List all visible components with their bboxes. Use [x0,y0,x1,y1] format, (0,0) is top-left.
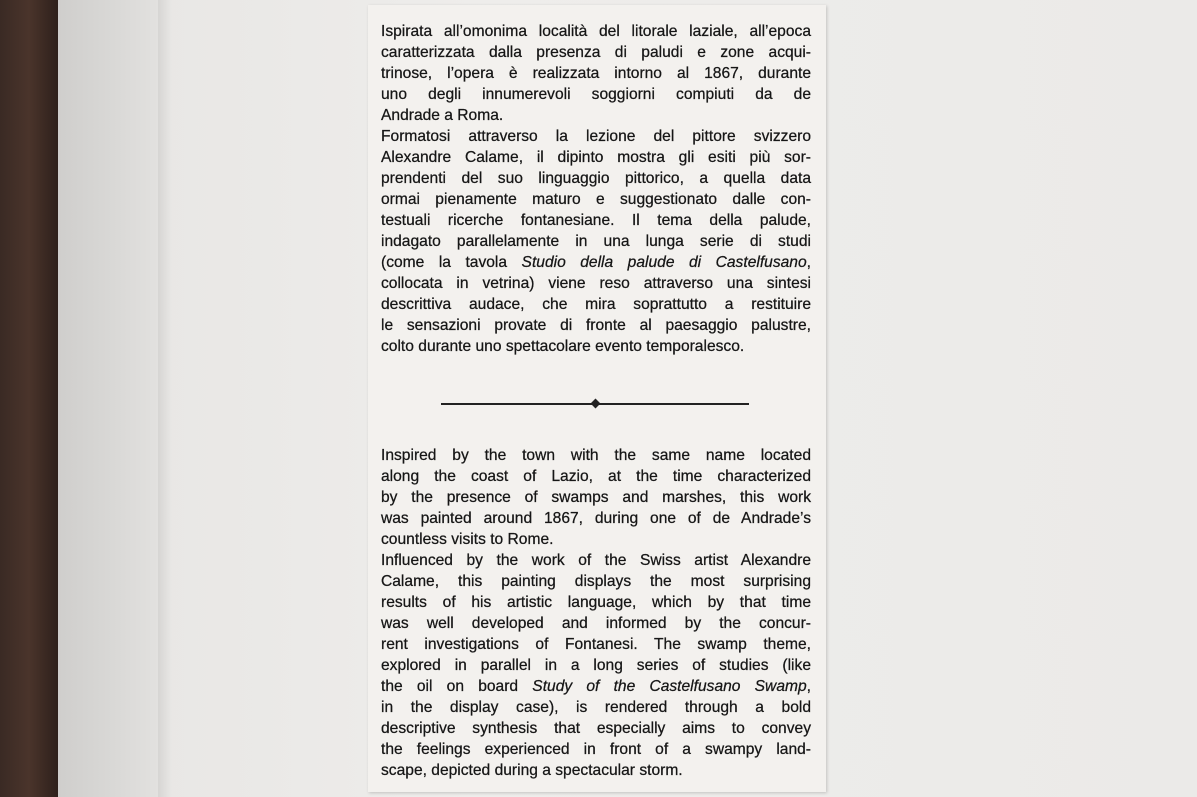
text-segment: descrittiva audace, che mira soprattutto a restituire [381,296,811,313]
text-segment: collocata in vetrina) viene reso attraverso una sintesi [381,275,811,292]
painting-frame-edge [0,0,58,797]
italian-text-line [381,315,811,336]
text-segment: uno degli innumerevoli soggiorni compiuti da de [381,86,811,103]
italian-text-line [381,294,811,315]
english-text-line [381,697,811,718]
italian-description [381,21,811,357]
english-text-line [381,739,811,760]
text-segment: in the display case), is rendered through a bold [381,699,811,716]
text-segment: trinose, l’opera è realizzata intorno al 1867, durante [381,65,811,82]
english-text-line [381,445,811,466]
text-segment: the oil on board [381,678,533,695]
text-segment: the feelings experienced in front of a swampy land- [381,741,811,758]
text-segment: ormai pienamente maturo e suggestionato dalle con- [381,191,811,208]
text-segment: results of his artistic language, which by that time [381,594,811,611]
text-segment: countless visits to Rome. [381,531,554,548]
text-segment: , [806,254,811,271]
text-segment: (come la tavola [381,254,522,271]
italian-text-line [381,126,811,147]
english-text-line [381,466,811,487]
italian-text-line [381,273,811,294]
text-segment: Calame, this painting displays the most surprising [381,573,811,590]
italian-text-line [381,42,811,63]
english-text-line [381,676,811,697]
text-segment: Inspired by the town with the same name located [381,447,811,464]
text-segment: descriptive synthesis that especially aims to convey [381,720,811,737]
text-segment: Andrade a Roma. [381,107,504,124]
english-text-line [381,529,811,550]
english-text-line [381,487,811,508]
italian-text-line [381,147,811,168]
divider-diamond-icon [591,399,601,409]
english-text-line [381,550,811,571]
museum-wall-label [368,5,826,792]
italian-text-line [381,231,811,252]
text-segment: caratterizzata dalla presenza di paludi e zone acqui- [381,44,811,61]
text-segment: Alexandre Calame, il dipinto mostra gli esiti più sor- [381,149,811,166]
text-segment: indagato parallelamente in una lunga serie di studi [381,233,811,250]
english-text-line [381,718,811,739]
english-text-line [381,760,811,781]
artwork-title-italic: Studio della palude di Castelfusano [521,254,807,271]
english-text-line [381,634,811,655]
text-segment: Ispirata all’omonima località del litorale laziale, all’epoca [381,23,811,40]
english-text-line [381,655,811,676]
italian-text-line [381,210,811,231]
text-segment: , [806,678,811,695]
text-segment: rent investigations of Fontanesi. The swamp theme, [381,636,811,653]
italian-text-line [381,21,811,42]
english-text-line [381,613,811,634]
text-segment: by the presence of swamps and marshes, this work [381,489,811,506]
english-text-line [381,508,811,529]
italian-text-line [381,336,811,357]
text-segment: testuali ricerche fontanesiane. Il tema della palude, [381,212,811,229]
english-text-line [381,571,811,592]
italian-text-line [381,63,811,84]
text-segment: scape, depicted during a spectacular storm. [381,762,683,779]
text-segment: was painted around 1867, during one of de Andrade’s [381,510,811,527]
text-segment: prendenti del suo linguaggio pittorico, a quella data [381,170,811,187]
italian-text-line [381,84,811,105]
text-segment: Influenced by the work of the Swiss artist Alexandre [381,552,811,569]
text-segment: Formatosi attraverso la lezione del pittore svizzero [381,128,811,145]
italian-text-line [381,105,811,126]
text-segment: colto durante uno spettacolare evento temporalesco. [381,338,745,355]
text-segment: was well developed and informed by the concur- [381,615,811,632]
english-description [381,445,811,781]
english-text-line [381,592,811,613]
italian-text-line [381,189,811,210]
text-segment: explored in parallel in a long series of studies (like [381,657,811,674]
italian-text-line [381,252,811,273]
text-segment: along the coast of Lazio, at the time characterized [381,468,811,485]
text-segment: le sensazioni provate di fronte al paesaggio palustre, [381,317,811,334]
painting-frame-side [58,0,158,797]
frame-shadow [158,0,172,797]
artwork-title-italic: Study of the Castelfusano Swamp [532,678,807,695]
italian-text-line [381,168,811,189]
